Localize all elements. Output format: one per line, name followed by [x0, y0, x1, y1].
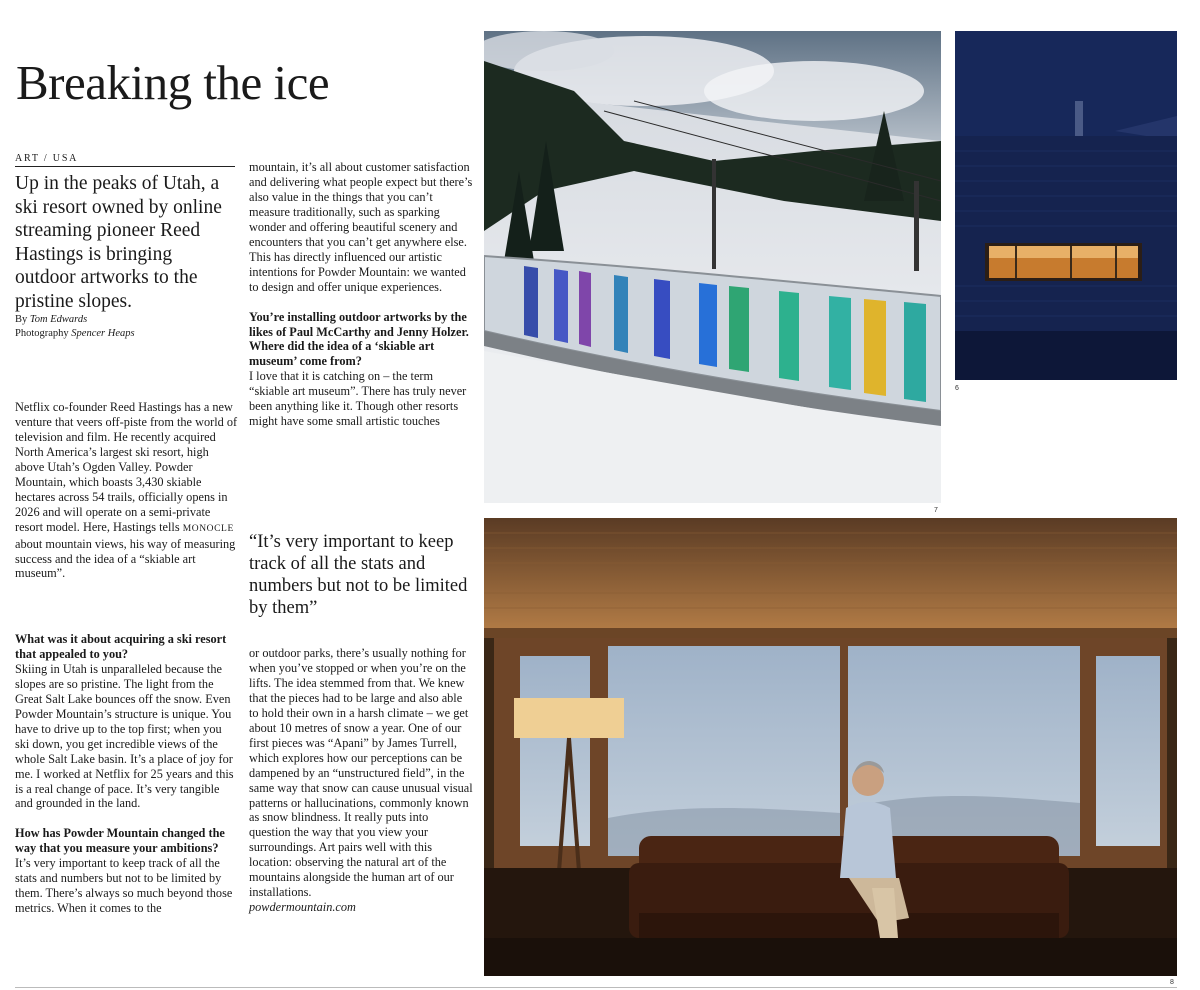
caption-number-7: 7 — [934, 507, 938, 514]
website-link: powdermountain.com — [249, 900, 356, 915]
page-bottom-rule — [15, 987, 1177, 988]
intro-text — [15, 400, 239, 581]
interview-column-2 — [249, 160, 473, 429]
photo-night-lodge — [955, 31, 1177, 380]
answer-3-continued: or outdoor parks, there’s usually nothing for when you’ve stopped or when you’re on the lifts. The idea stemmed from that. We knew that the pieces had to be large and also able to hold their own in a harsh climate – we get about 10 metres of snow a year. One of our first pieces was “Apani” by James Turrell, which explores how our perceptions can be dampened by an “unstructured field”, in the same way that snow can cause unusual visual patterns or hallucinations, commonly known as snow blindness. It really puts into question the way that you view your surroundings. Art pairs well with this location: observing the natural art of the mountains alongside the human art of our installations. — [249, 646, 473, 900]
author-name: Tom Edwards — [29, 314, 88, 325]
headline: Breaking the ice — [16, 54, 330, 110]
photo-credit-prefix: Photography — [15, 328, 72, 339]
interview-column-2-lower — [249, 646, 473, 915]
byline — [15, 313, 135, 341]
pull-quote: “It’s very important to keep track of all the stats and numbers but not to be limited by them” — [249, 532, 468, 618]
photographer-name: Spencer Heaps — [71, 328, 135, 339]
answer-3: I love that it is catching on – the term “skiable art museum”. There has truly never been anything like it. Though other resorts might have some small artistic touches — [249, 369, 467, 429]
answer-1: Skiing in Utah is unparalleled because the slopes are so pristine. The light from the Great Salt Lake bounces off the snow. Even Powder Mountain’s structure is unique. You have to drive up to the top first; when you ski down, you get incredible views of the whole Salt Lake basin. It’s a place of joy for me. I worked at Netflix for 25 years and this is a real change of pace. It’s very tangible and grounded in the land. — [15, 661, 234, 811]
answer-2-continued: mountain, it’s all about customer satisfaction and delivering what people expect but there’s also value in the things that you can’t measure traditionally, such as sparking wonder and offering beautiful scenery and encounters that you can’t get anywhere else. This has directly influenced our artistic intentions for Powder Mountain: we wanted to design and offer unique experiences. — [249, 160, 473, 294]
caption-number-6: 6 — [955, 385, 959, 392]
question-2: How has Powder Mountain changed the way that you measure your ambitions? — [15, 826, 225, 856]
section-tag: ART / USA — [15, 153, 235, 167]
byline-prefix: By — [15, 314, 30, 325]
brand-name: MONOCLE — [182, 523, 234, 534]
photo-hastings-portrait — [484, 518, 1177, 976]
caption-number-8: 8 — [1170, 979, 1174, 986]
interview-column-1 — [15, 632, 239, 916]
photo-ski-slope-art-tunnel — [484, 31, 941, 503]
question-3: You’re installing outdoor artworks by the likes of Paul McCarthy and Jenny Holzer. Where did the idea of a ‘skiable art museum’ come from? — [249, 309, 469, 369]
intro-paragraph: Netflix co-founder Reed Hastings has a new venture that veers off-piste from the world of television and film. He recently acquired North America’s largest ski resort, high above Utah’s Ogden Valley. Powder Mountain, which boasts 3,430 skiable hectares across 54 trails, officially opens in 2026 and will operate on a semi-private resort model. Here, Hastings tells MONOCLE about mountain views, his way of measuring success and the idea of a “skiable art museum”. — [15, 400, 238, 581]
question-1: What was it about acquiring a ski resort that appealed to you? — [15, 632, 227, 661]
answer-2: It’s very important to keep track of all the stats and numbers but not to be limited by them. There’s always so much beyond those metrics. When it comes to the — [15, 856, 233, 916]
standfirst: Up in the peaks of Utah, a ski resort owned by online streaming pioneer Reed Hastings is bringing outdoor artworks to the pristine slopes. — [15, 173, 222, 312]
